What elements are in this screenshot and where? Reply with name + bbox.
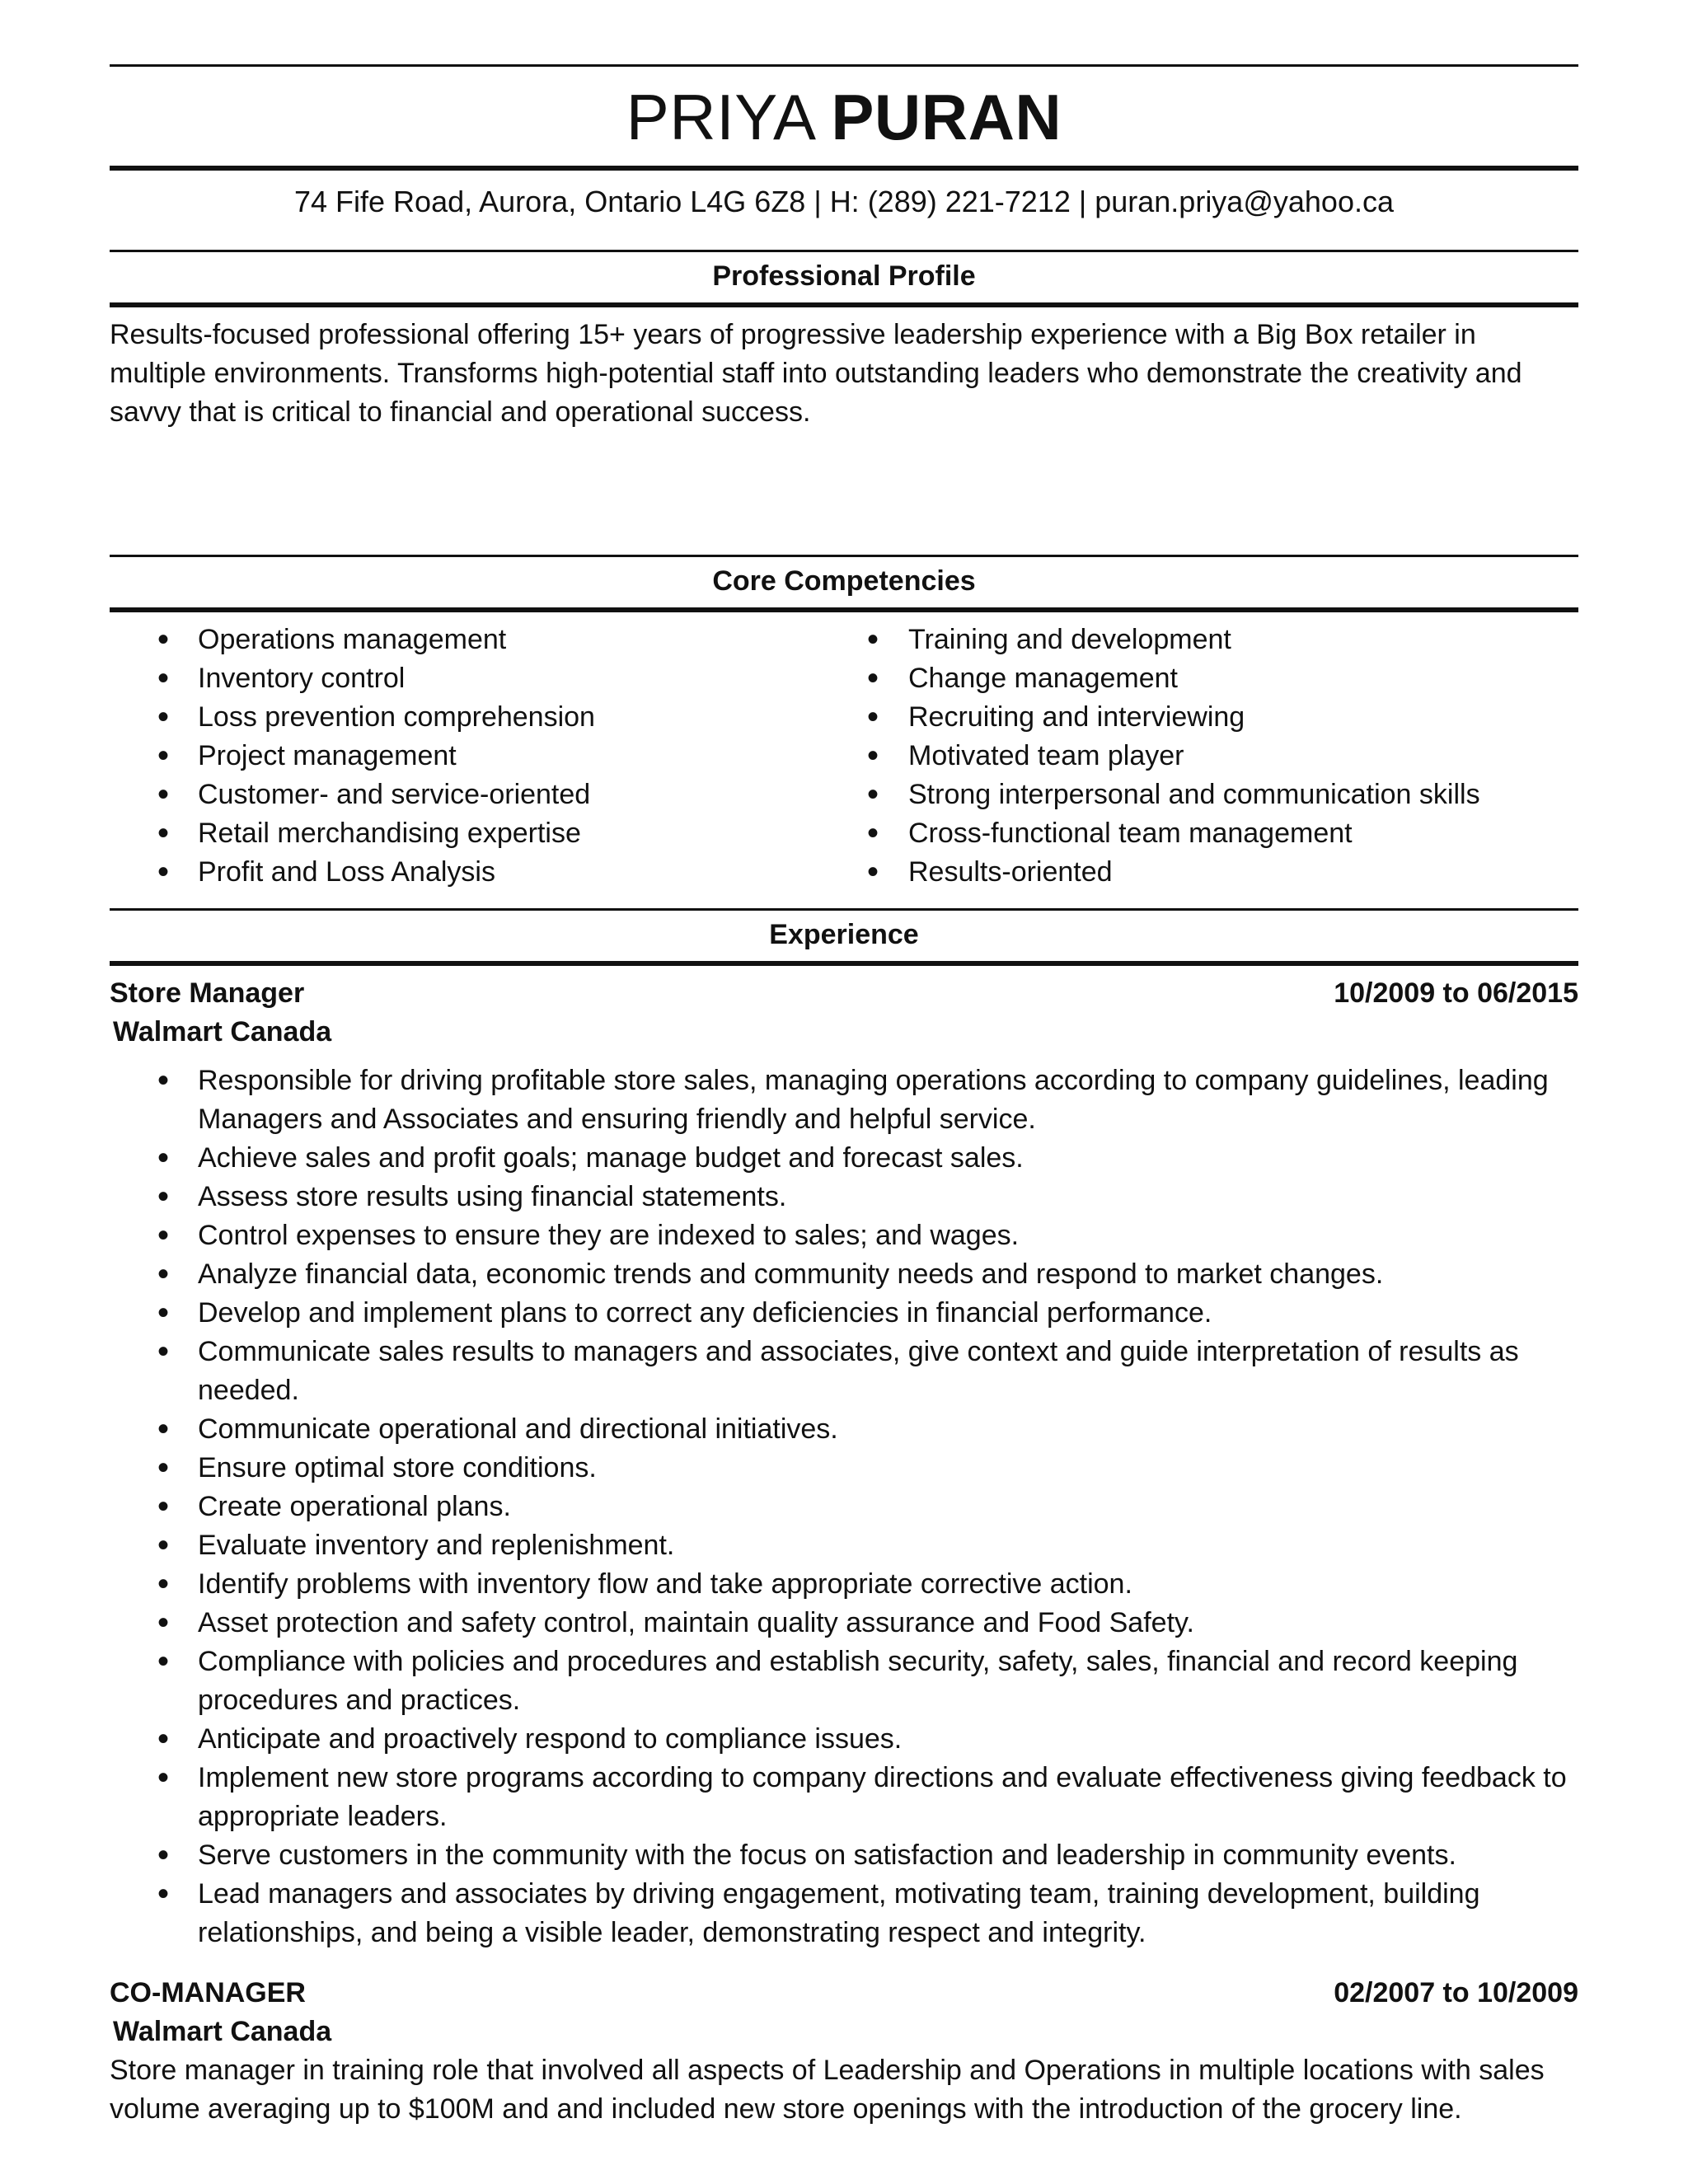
duty-item: • Assess store results using financial statements.: [110, 1178, 1578, 1216]
competency-item: • Motivated team player: [844, 737, 1578, 776]
competency-item: • Operations management: [110, 621, 844, 659]
duty-item: • Anticipate and proactively respond to compliance issues.: [110, 1720, 1578, 1759]
first-name: PRIYA: [626, 81, 814, 153]
duty-item: • Control expenses to ensure they are indexed to sales; and wages.: [110, 1216, 1578, 1255]
competencies-columns: [110, 621, 1578, 892]
job-title: CO-MANAGER: [110, 1977, 306, 2008]
duty-item: • Responsible for driving profitable store sales, managing operations according to company guidelines, leading Managers and Associates and ensuring friendly and helpful service.: [110, 1062, 1578, 1139]
name-rule: [110, 166, 1578, 171]
job-entry: [110, 1974, 1578, 2129]
experience-bottom-rule: [110, 961, 1578, 966]
job-title: Store Manager: [110, 977, 305, 1009]
last-name: PURAN: [831, 81, 1062, 153]
duty-item: • Analyze financial data, economic trends and community needs and respond to market changes.: [110, 1255, 1578, 1294]
competency-item: • Cross-functional team management: [844, 814, 1578, 853]
job-header: [110, 974, 1578, 1013]
job-header: [110, 1974, 1578, 2013]
profile-heading: Professional Profile: [712, 260, 976, 292]
duty-item: • Lead managers and associates by driving engagement, motivating team, training development, building relationships, and being a visible leader, demonstrating respect and integrity.: [110, 1875, 1578, 1952]
duty-item: • Serve customers in the community with the focus on satisfaction and leadership in community events.: [110, 1836, 1578, 1875]
duty-item: • Create operational plans.: [110, 1488, 1578, 1526]
job-dates: 02/2007 to 10/2009: [1334, 1977, 1578, 2008]
duty-item: • Evaluate inventory and replenishment.: [110, 1526, 1578, 1565]
competency-item: • Profit and Loss Analysis: [110, 853, 844, 892]
top-rule: [110, 64, 1578, 67]
competency-item: • Recruiting and interviewing: [844, 698, 1578, 737]
duty-item: • Identify problems with inventory flow and take appropriate corrective action.: [110, 1565, 1578, 1604]
competency-item: • Training and development: [844, 621, 1578, 659]
duty-item: • Implement new store programs according to company directions and evaluate effectiveness giving feedback to appropriate leaders.: [110, 1759, 1578, 1836]
competencies-left-column: [110, 621, 844, 892]
resume-page: [110, 0, 1578, 2129]
job-company: Walmart Canada: [113, 2016, 332, 2047]
competency-item: • Strong interpersonal and communication skills: [844, 776, 1578, 814]
competencies-right-column: [844, 621, 1578, 892]
duty-item: • Ensure optimal store conditions.: [110, 1449, 1578, 1488]
competencies-bottom-rule: [110, 607, 1578, 612]
competency-item: • Customer- and service-oriented: [110, 776, 844, 814]
job-company: Walmart Canada: [113, 1016, 332, 1047]
competency-item: • Project management: [110, 737, 844, 776]
contact-line: 74 Fife Road, Aurora, Ontario L4G 6Z8 | H: (289) 221-7212 | puran.priya@yahoo.ca: [294, 185, 1394, 218]
duty-item: • Asset protection and safety control, maintain quality assurance and Food Safety.: [110, 1604, 1578, 1643]
competency-item: • Change management: [844, 659, 1578, 698]
competency-item: • Inventory control: [110, 659, 844, 698]
duty-item: • Achieve sales and profit goals; manage budget and forecast sales.: [110, 1139, 1578, 1178]
profile-text: Results-focused professional offering 15+ years of progressive leadership experience with a Big Box retailer in multiple environments. Transforms high-potential staff into outstanding leaders who demonstrate the creativity and savvy that is critical to financial and operational success.: [110, 319, 1522, 428]
competency-item: • Retail merchandising expertise: [110, 814, 844, 853]
job-entry: [110, 974, 1578, 1952]
duty-item: • Communicate operational and directional initiatives.: [110, 1410, 1578, 1449]
competency-item: • Results-oriented: [844, 853, 1578, 892]
job-duties: [110, 1062, 1578, 1952]
job-dates: 10/2009 to 06/2015: [1334, 977, 1578, 1009]
duty-item: • Develop and implement plans to correct any deficiencies in financial performance.: [110, 1294, 1578, 1333]
experience-heading: Experience: [769, 919, 919, 950]
competency-item: • Loss prevention comprehension: [110, 698, 844, 737]
competencies-heading: Core Competencies: [712, 565, 976, 597]
profile-bottom-rule: [110, 302, 1578, 307]
duty-item: • Communicate sales results to managers and associates, give context and guide interpretation of results as needed.: [110, 1333, 1578, 1410]
job-description: Store manager in training role that involved all aspects of Leadership and Operations in multiple locations with sales volume averaging up to $100M and and included new store openings with the introduction of the grocery line.: [110, 2055, 1545, 2125]
candidate-name: [110, 81, 1578, 153]
duty-item: • Compliance with policies and procedures and establish security, safety, sales, financial and record keeping procedures and practices.: [110, 1643, 1578, 1720]
